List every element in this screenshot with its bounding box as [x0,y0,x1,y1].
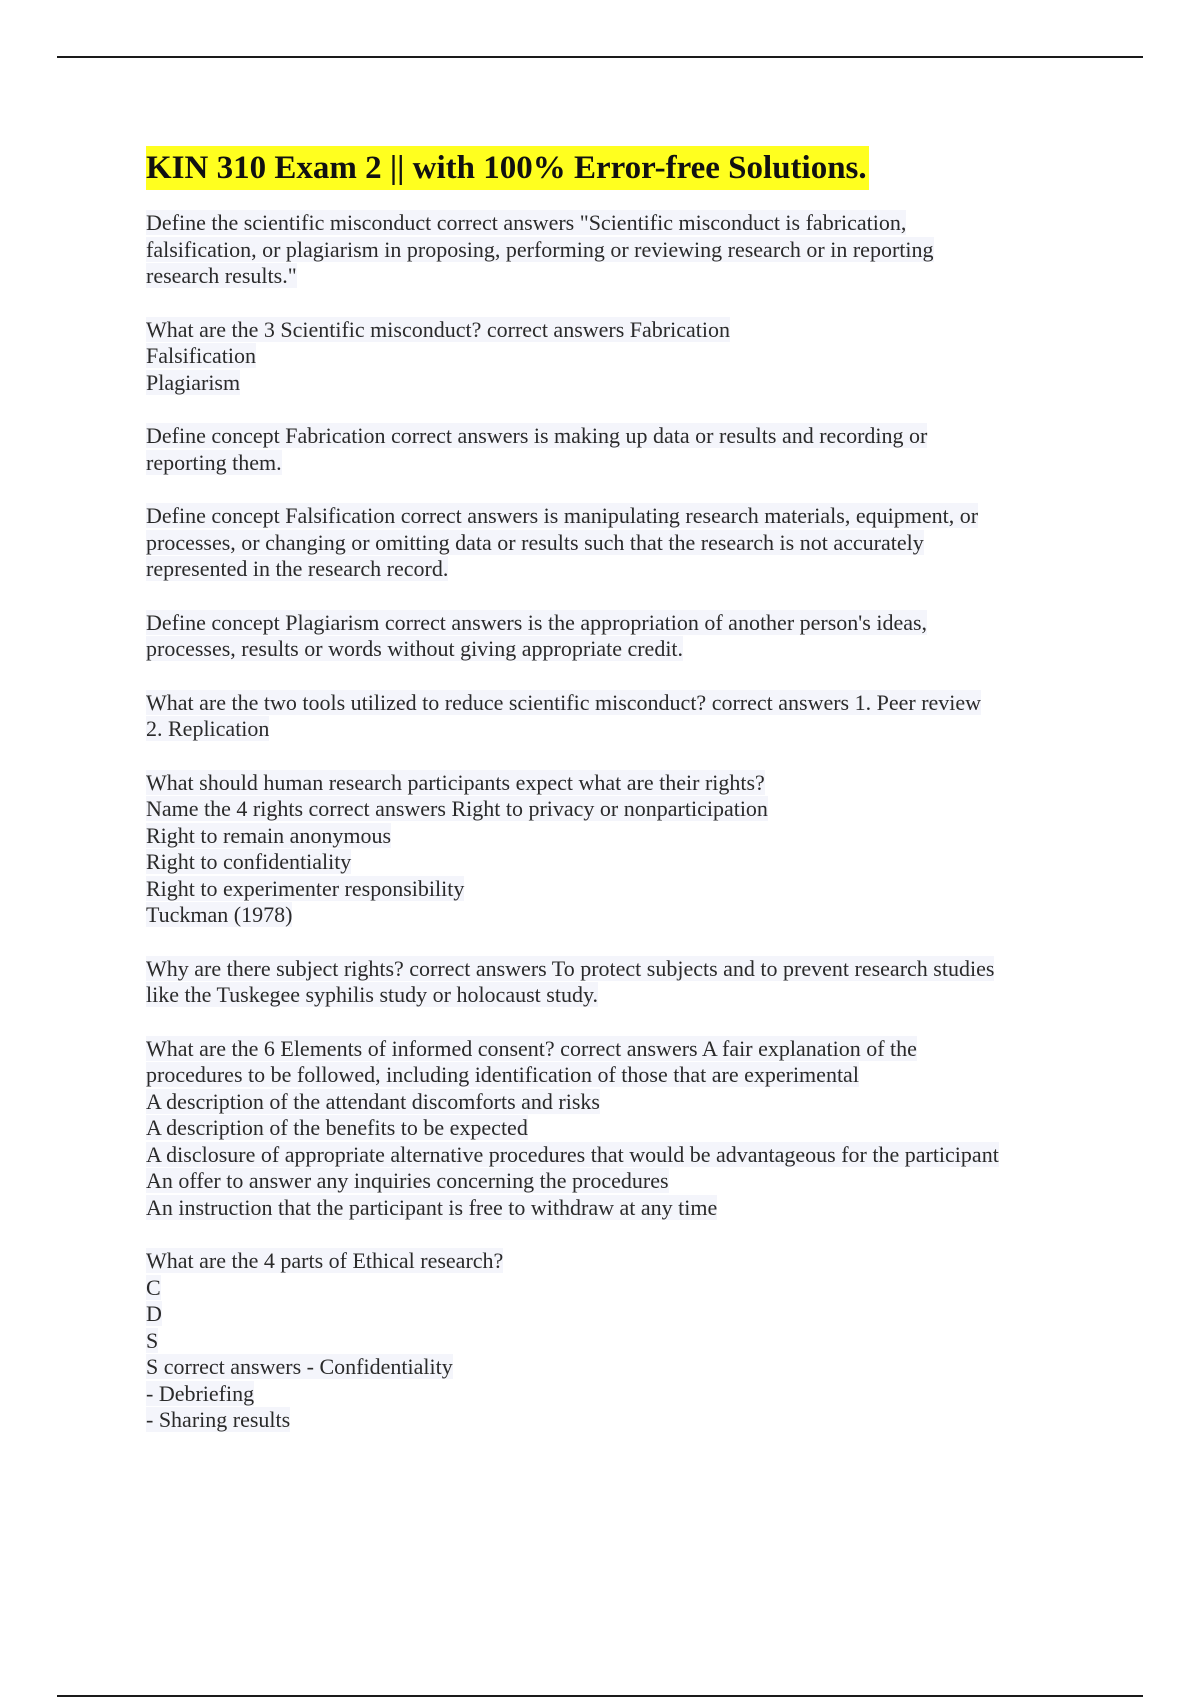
text-line-content: Define concept Falsification correct answers is manipulating research materials, equipment, or [146,503,979,528]
qa-paragraph [146,956,1086,1009]
text-line-content: Right to confidentiality [146,849,352,874]
text-line [146,1168,1086,1195]
text-line [146,210,1086,237]
text-line-content: What are the 3 Scientific misconduct? correct answers Fabrication [146,316,730,342]
text-line [146,610,1086,637]
text-line [146,1115,1086,1142]
text-line [146,1062,1086,1089]
text-line [146,690,1086,717]
text-line-content: What are the 4 parts of Ethical research? [146,1248,504,1273]
document-title: KIN 310 Exam 2 || with 100% Error-free Solutions. [146,146,869,190]
text-line-content: Define concept Plagiarism correct answers is the appropriation of another person's ideas, [146,609,928,635]
text-line-content: - Sharing results [146,1407,291,1432]
text-line-content: Right to experimenter responsibility [146,875,465,901]
text-line [146,849,1086,876]
text-line [146,1354,1086,1381]
text-line-content: A description of the benefits to be expected [146,1115,528,1140]
text-line [146,1142,1086,1169]
text-line [146,1036,1086,1063]
text-line [146,876,1086,903]
text-line-content: What are the two tools utilized to reduce scientific misconduct? correct answers 1. Peer review [146,689,982,715]
text-line [146,1248,1086,1275]
text-line [146,770,1086,797]
text-line [146,636,1086,663]
qa-paragraph [146,423,1086,476]
text-line-content: processes, results or words without giving appropriate credit. [146,636,684,661]
text-line [146,263,1086,290]
text-line-content: Why are there subject rights? correct answers To protect subjects and to prevent research studies [146,955,995,981]
text-line [146,716,1086,743]
text-line-content: Define concept Fabrication correct answers is making up data or results and recording or [146,423,928,448]
text-line [146,902,1086,929]
qa-paragraph [146,690,1086,743]
text-line-content: - Debriefing [146,1380,255,1406]
text-line [146,370,1086,397]
text-line-content: S [146,1327,159,1353]
qa-paragraph [146,210,1086,290]
text-line [146,530,1086,557]
text-line [146,556,1086,583]
text-line-content: C [146,1274,161,1300]
text-line [146,237,1086,264]
bottom-rule [57,1695,1143,1697]
text-line-content: like the Tuskegee syphilis study or holocaust study. [146,982,599,1007]
text-line [146,796,1086,823]
text-line-content: 2. Replication [146,716,270,741]
text-line [146,503,1086,530]
text-line [146,1328,1086,1355]
document-body [146,146,1086,1461]
text-line [146,423,1086,450]
text-line-content: An offer to answer any inquiries concerning the procedures [146,1168,669,1193]
text-line [146,450,1086,477]
text-line-content: What should human research participants expect what are their rights? [146,769,765,795]
text-line-content: falsification, or plagiarism in proposing, performing or reviewing research or in reporting [146,236,934,262]
text-line-content: reporting them. [146,449,282,475]
text-line-content: Falsification [146,343,256,368]
text-line-content: represented in the research record. [146,556,449,581]
text-line-content: Name the 4 rights correct answers Right to privacy or nonparticipation [146,796,768,821]
text-line-content: What are the 6 Elements of informed consent? correct answers A fair explanation of the [146,1035,917,1061]
text-line-content: D [146,1301,162,1326]
text-line [146,317,1086,344]
text-line-content: An instruction that the participant is free to withdraw at any time [146,1194,718,1220]
text-line [146,1407,1086,1434]
text-line [146,1275,1086,1302]
text-line [146,823,1086,850]
text-line [146,343,1086,370]
text-line [146,1381,1086,1408]
text-line [146,1301,1086,1328]
qa-paragraph [146,503,1086,583]
text-line [146,956,1086,983]
text-line-content: research results." [146,263,297,288]
text-line [146,1089,1086,1116]
text-line-content: Define the scientific misconduct correct answers "Scientific misconduct is fabrication, [146,210,907,235]
top-rule [57,56,1143,58]
text-line-content: Right to remain anonymous [146,822,392,848]
text-line-content: Plagiarism [146,369,241,395]
text-line [146,982,1086,1009]
text-line [146,1195,1086,1222]
qa-paragraph [146,1248,1086,1434]
qa-paragraph [146,1036,1086,1222]
qa-paragraph [146,317,1086,397]
paragraph-list [146,210,1086,1434]
text-line-content: procedures to be followed, including identification of those that are experimental [146,1062,859,1087]
qa-paragraph [146,770,1086,929]
text-line-content: A description of the attendant discomforts and risks [146,1088,600,1114]
text-line-content: A disclosure of appropriate alternative procedures that would be advantageous for the participant [146,1141,999,1167]
qa-paragraph [146,610,1086,663]
text-line-content: processes, or changing or omitting data or results such that the research is not accurately [146,529,924,555]
text-line-content: S correct answers - Confidentiality [146,1354,453,1379]
text-line-content: Tuckman (1978) [146,902,293,927]
